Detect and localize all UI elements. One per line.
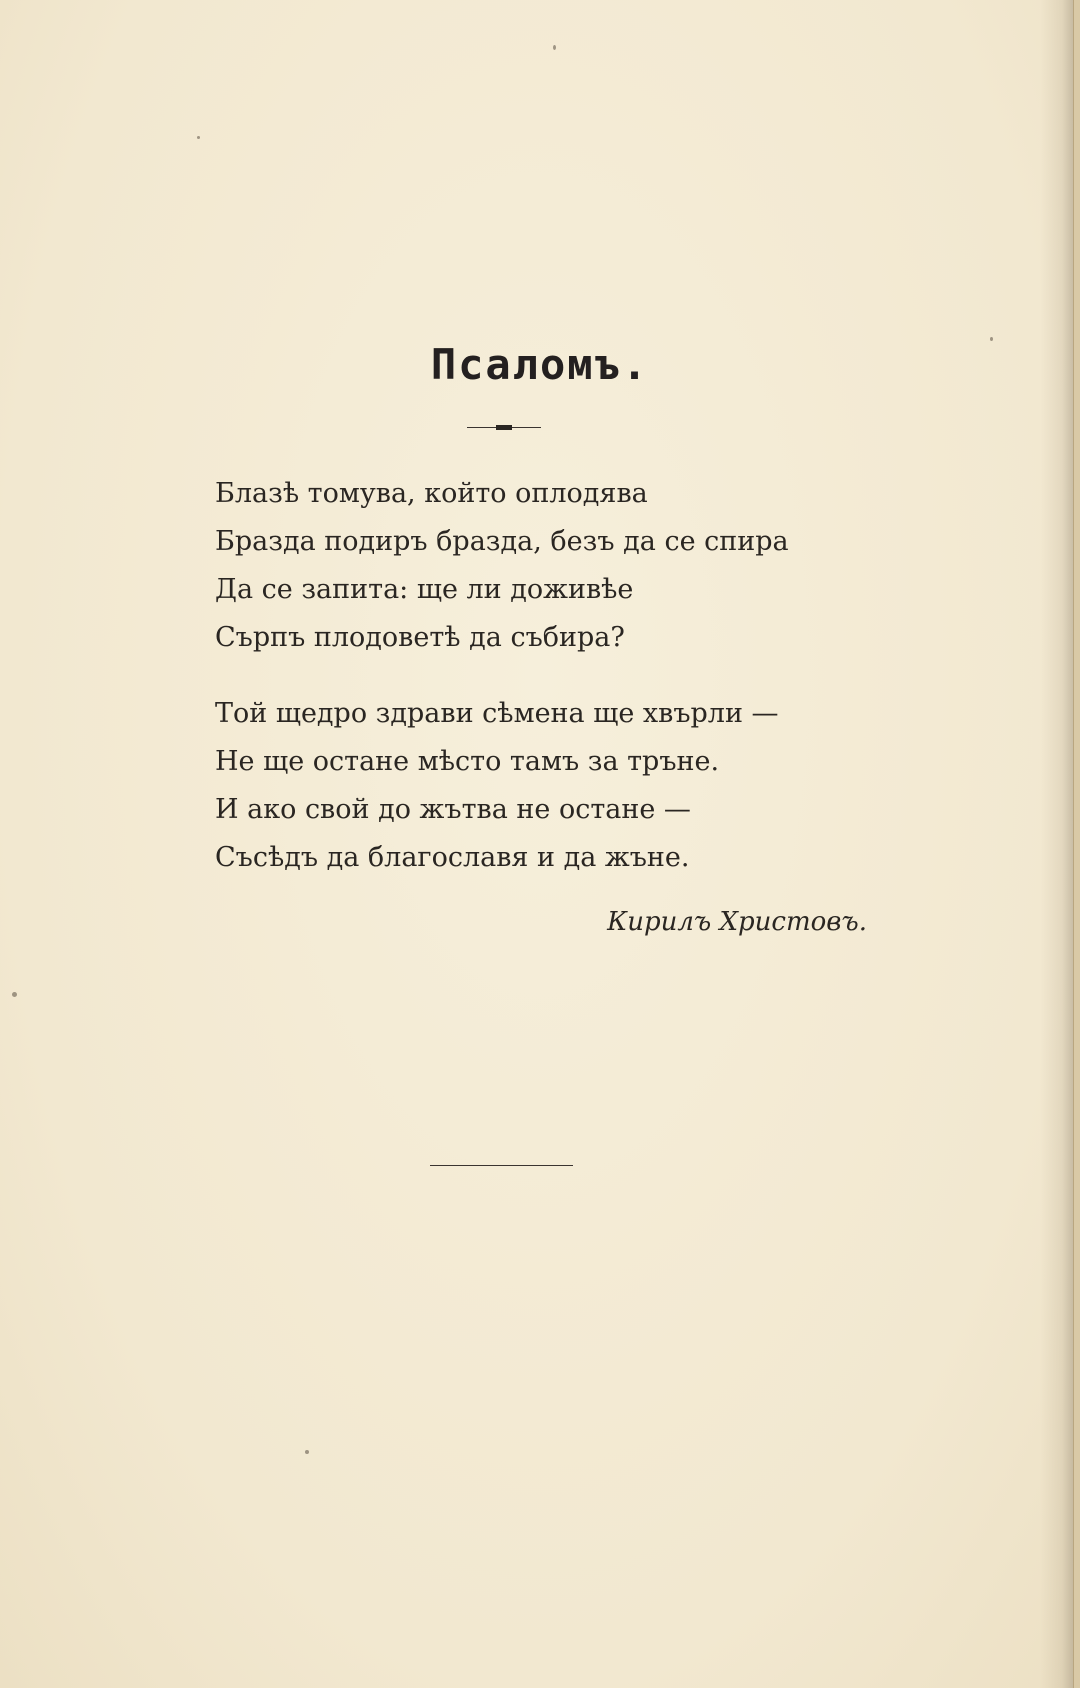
verse-line: Бразда подиръ бразда, безъ да се спира xyxy=(215,526,789,557)
verse-line: Сърпъ плодоветѣ да събира? xyxy=(215,622,625,653)
page-edge xyxy=(1073,0,1080,1688)
ornament-bar xyxy=(496,425,512,430)
section-rule xyxy=(430,1165,573,1166)
poem-title: Псаломъ. xyxy=(430,340,650,389)
verse-line: Не ще остане мѣсто тамъ за тръне. xyxy=(215,746,720,777)
verse-line: Да се запита: ще ли доживѣе xyxy=(215,574,634,605)
verse-line: Блазѣ томува, който оплодява xyxy=(215,478,648,509)
author-signature: Кирилъ Христовъ. xyxy=(607,907,867,937)
stanza-1 xyxy=(215,470,789,662)
verse-line: Той щедро здрави сѣмена ще хвърли — xyxy=(215,698,779,729)
paper-speck xyxy=(305,1450,309,1454)
paper-speck xyxy=(553,45,556,50)
paper-speck xyxy=(197,136,200,139)
verse-line: Съсѣдъ да благославя и да жъне. xyxy=(215,842,690,873)
title-ornament xyxy=(467,425,541,431)
verse-line: И ако свой до жътва не остане — xyxy=(215,794,691,825)
paper-speck xyxy=(12,992,17,997)
stanza-2 xyxy=(215,690,779,882)
